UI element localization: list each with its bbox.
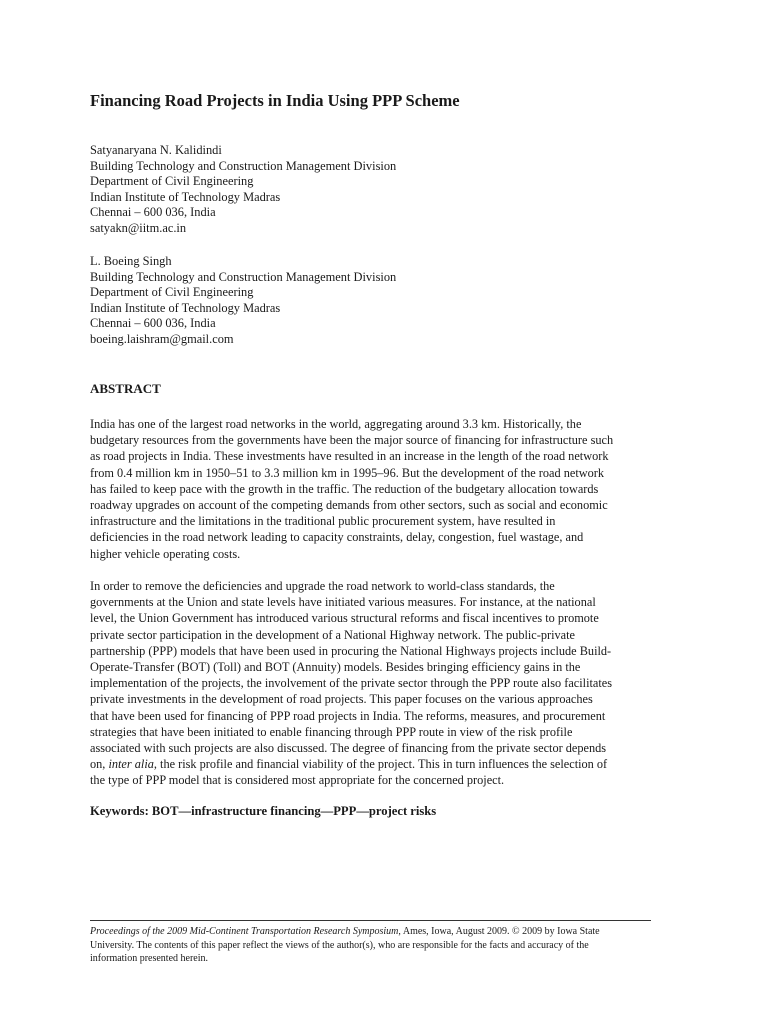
proceedings-title: Proceedings of the 2009 Mid-Continent Transportation Research Symposium: [90, 926, 399, 937]
text-line: the type of PPP model that is considered most appropriate for the concerned project.: [90, 773, 505, 788]
text-line: higher vehicle operating costs.: [90, 546, 241, 561]
abstract-heading: ABSTRACT: [90, 381, 161, 396]
abstract-paragraph-2: [90, 578, 680, 789]
footnote-divider: [90, 920, 651, 921]
author-division: Building Technology and Construction Management Division: [90, 269, 397, 284]
text-line: associated with such projects are also discussed. The degree of financing from the private sector depends: [90, 741, 607, 756]
author-address: Chennai – 600 036, India: [90, 205, 216, 220]
author-block-2: [90, 254, 396, 348]
author-institute: Indian Institute of Technology Madras: [90, 189, 281, 204]
author-address: Chennai – 600 036, India: [90, 316, 216, 331]
inter-alia-emphasis: inter alia: [108, 757, 154, 772]
text-line: infrastructure and the limitations in the traditional public procurement system, have resulted in: [90, 514, 556, 529]
author-department: Department of Civil Engineering: [90, 285, 254, 300]
text-line: India has one of the largest road networks in the world, aggregating around 3.3 km. Historically, the: [90, 417, 582, 431]
text-line: roadway upgrades on account of the competing demands from other sectors, such as social and economic: [90, 498, 608, 513]
text-line: implementation of the projects, the involvement of the private sector through the PPP route also facilitates: [90, 676, 613, 691]
author-email: boeing.laishram@gmail.com: [90, 331, 234, 346]
text-line: has failed to keep pace with the growth in the traffic. The reduction of the budgetary allocation towards: [90, 481, 599, 496]
author-department: Department of Civil Engineering: [90, 174, 254, 189]
paper-title: Financing Road Projects in India Using PPP Scheme: [90, 91, 460, 110]
text-line: on, inter alia, the risk profile and financial viability of the project. This in turn influences the selection of: [90, 757, 608, 772]
footnote-line-3: information presented herein.: [90, 953, 209, 964]
author-division: Building Technology and Construction Management Division: [90, 158, 397, 173]
author-name: L. Boeing Singh: [90, 254, 172, 268]
abstract-paragraph-1: [90, 416, 680, 562]
text-line: as road projects in India. These investments have resulted in an increase in the length of the road network: [90, 449, 609, 464]
author-name: Satyanaryana N. Kalidindi: [90, 143, 222, 157]
text-line: deficiencies in the road network leading to capacity constraints, delay, congestion, fuel wastage, and: [90, 530, 584, 545]
text-line: from 0.4 million km in 1950–51 to 3.3 million km in 1995–96. But the development of the road network: [90, 465, 605, 480]
author-email: satyakn@iitm.ac.in: [90, 220, 187, 235]
keywords-line: Keywords: BOT—infrastructure financing—PPP—project risks: [90, 804, 437, 818]
footnote-line-2: University. The contents of this paper reflect the views of the author(s), who are responsible for the facts and accuracy of the: [90, 939, 589, 951]
text-line: Operate-Transfer (BOT) (Toll) and BOT (Annuity) models. Besides bringing efficiency gains in the: [90, 660, 581, 675]
text-line: strategies that have been initiated to enable financing through PPP route in view of the risk profile: [90, 724, 573, 739]
footnote: [90, 925, 680, 966]
text-line: budgetary resources from the governments have been the major source of financing for infrastructure such: [90, 433, 614, 448]
proceedings-details: , Ames, Iowa, August 2009. © 2009 by Iowa State: [398, 926, 600, 937]
text-line: governments at the Union and state levels have initiated various measures. For instance, at the national: [90, 595, 596, 610]
author-institute: Indian Institute of Technology Madras: [90, 300, 281, 315]
text-line: In order to remove the deficiencies and upgrade the road network to world-class standards, the: [90, 579, 555, 593]
text-line: level, the Union Government has introduced various structural reforms and fiscal incentives to promote: [90, 611, 599, 626]
text-line: that have been used for financing of PPP road projects in India. The reforms, measures, and procurement: [90, 708, 606, 723]
text-line: private investments in the development of road projects. This paper focuses on the various approaches: [90, 692, 593, 707]
author-block-1: [90, 143, 396, 237]
text-line: partnership (PPP) models that have been used in procuring the National Highways projects include Build-: [90, 643, 612, 658]
footnote-line-1: [90, 925, 680, 939]
text-line: private sector participation in the development of a National Highway network. The public-private: [90, 627, 576, 642]
